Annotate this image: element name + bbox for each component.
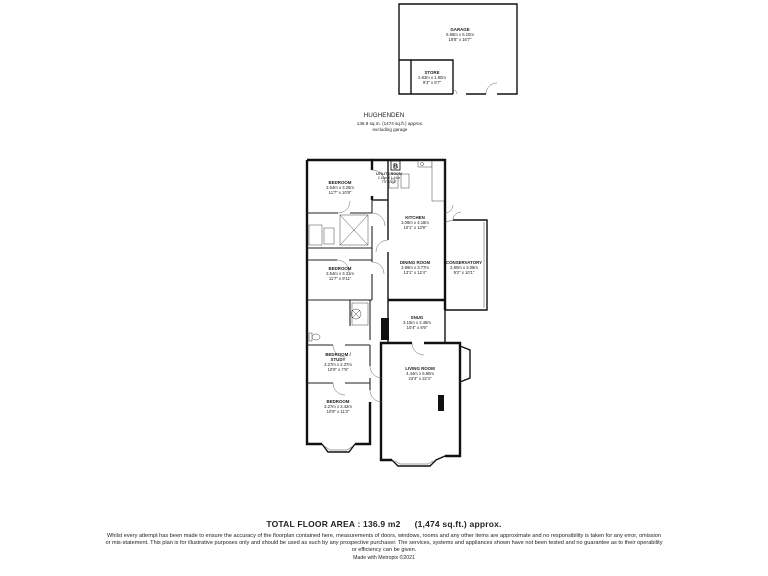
utility-imperial: 7'1" x 4'8" <box>381 180 397 184</box>
bedroom3-metric: 3.27m x 3.42m <box>324 404 352 409</box>
study-metric: 3.27m x 2.37m <box>324 362 352 367</box>
property-name: HUGHENDEN <box>363 112 405 119</box>
conservatory-metric: 2.80m x 3.08m <box>450 265 478 270</box>
garage-metric: 5.68m x 5.10m <box>446 32 474 37</box>
snug-metric: 3.15m x 2.48m <box>403 320 431 325</box>
total-area-imperial: (1,474 sq.ft.) approx. <box>414 519 502 529</box>
dining-label: DINING ROOM <box>399 260 431 265</box>
kitchen-label: KITCHEN <box>405 215 425 220</box>
room-labels <box>324 172 482 414</box>
bedroom2-label: BEDROOM <box>328 266 352 271</box>
made-with-credit: Made with Metropix ©2021 <box>353 555 415 562</box>
dining-metric: 3.99m x 3.77m <box>401 265 429 270</box>
living-label: LIVING ROOM <box>405 366 435 371</box>
kitchen-metric: 3.08m x 4.18m <box>401 220 429 225</box>
chimney-breast <box>381 318 389 340</box>
bedroom3-imperial: 10'9" x 11'3" <box>326 409 350 414</box>
total-area-metric: TOTAL FLOOR AREA : 136.9 m2 <box>266 519 401 529</box>
store-label: STORE <box>424 70 440 75</box>
bedroom3-label: BEDROOM <box>326 399 350 404</box>
footer <box>0 519 768 561</box>
living-metric: 4.44m x 6.80m <box>406 371 434 376</box>
house-walls <box>307 160 487 466</box>
boiler-label: B <box>392 163 399 171</box>
bedroom1-label: BEDROOM <box>328 180 352 185</box>
living-fireplace <box>438 395 444 411</box>
bedroom1-metric: 3.54m x 3.26m <box>326 185 354 190</box>
total-floor-area <box>0 519 768 529</box>
conservatory-label: CONSERVATORY <box>445 260 483 265</box>
conservatory-imperial: 9'2" x 10'1" <box>453 270 475 275</box>
utility-label: UTILITY ROOM <box>376 172 402 176</box>
kitchen-imperial: 10'1" x 13'9" <box>403 225 427 230</box>
study-label-line2: STUDY <box>330 357 346 362</box>
disclaimer-text: Whilst every attempt has been made to ensure the accuracy of the floorplan contained here, measurements of doors, windows, rooms and any other items are approximate and no responsibility is taken for any error, omission or mis-statement. This plan is for illustrative purposes only and should be used as such by any prospective purchaser. The services, systems and appliances shown have not been tested and no guarantee as to their operability or efficiency can be given. <box>105 533 663 554</box>
utility-metric: 2.16m x 1.41m <box>377 176 401 180</box>
store-imperial: 9'3" x 5'7" <box>422 80 442 85</box>
garage-label: GARAGE <box>450 27 470 32</box>
store-metric: 2.83m x 1.80m <box>418 75 446 80</box>
bedroom2-metric: 3.54m x 3.31m <box>326 271 354 276</box>
garage-block <box>399 4 517 94</box>
dining-imperial: 13'1" x 12'4" <box>403 270 427 275</box>
study-label-line1: BEDROOM / <box>325 352 351 357</box>
living-imperial: 23'4" x 22'4" <box>408 376 432 381</box>
garage-imperial: 18'8" x 16'7" <box>448 37 472 42</box>
excluding-line: excluding garage <box>372 127 408 132</box>
study-imperial: 10'9" x 7'9" <box>327 367 349 372</box>
bedroom1-imperial: 11'7" x 10'8" <box>328 190 352 195</box>
area-line: 136.9 sq.m. (1474 sq.ft.) approx. <box>356 121 424 126</box>
bedroom2-imperial: 11'7" x 9'11" <box>328 276 352 281</box>
snug-label: SNUG <box>410 315 424 320</box>
snug-imperial: 10'4" x 8'6" <box>406 325 428 330</box>
